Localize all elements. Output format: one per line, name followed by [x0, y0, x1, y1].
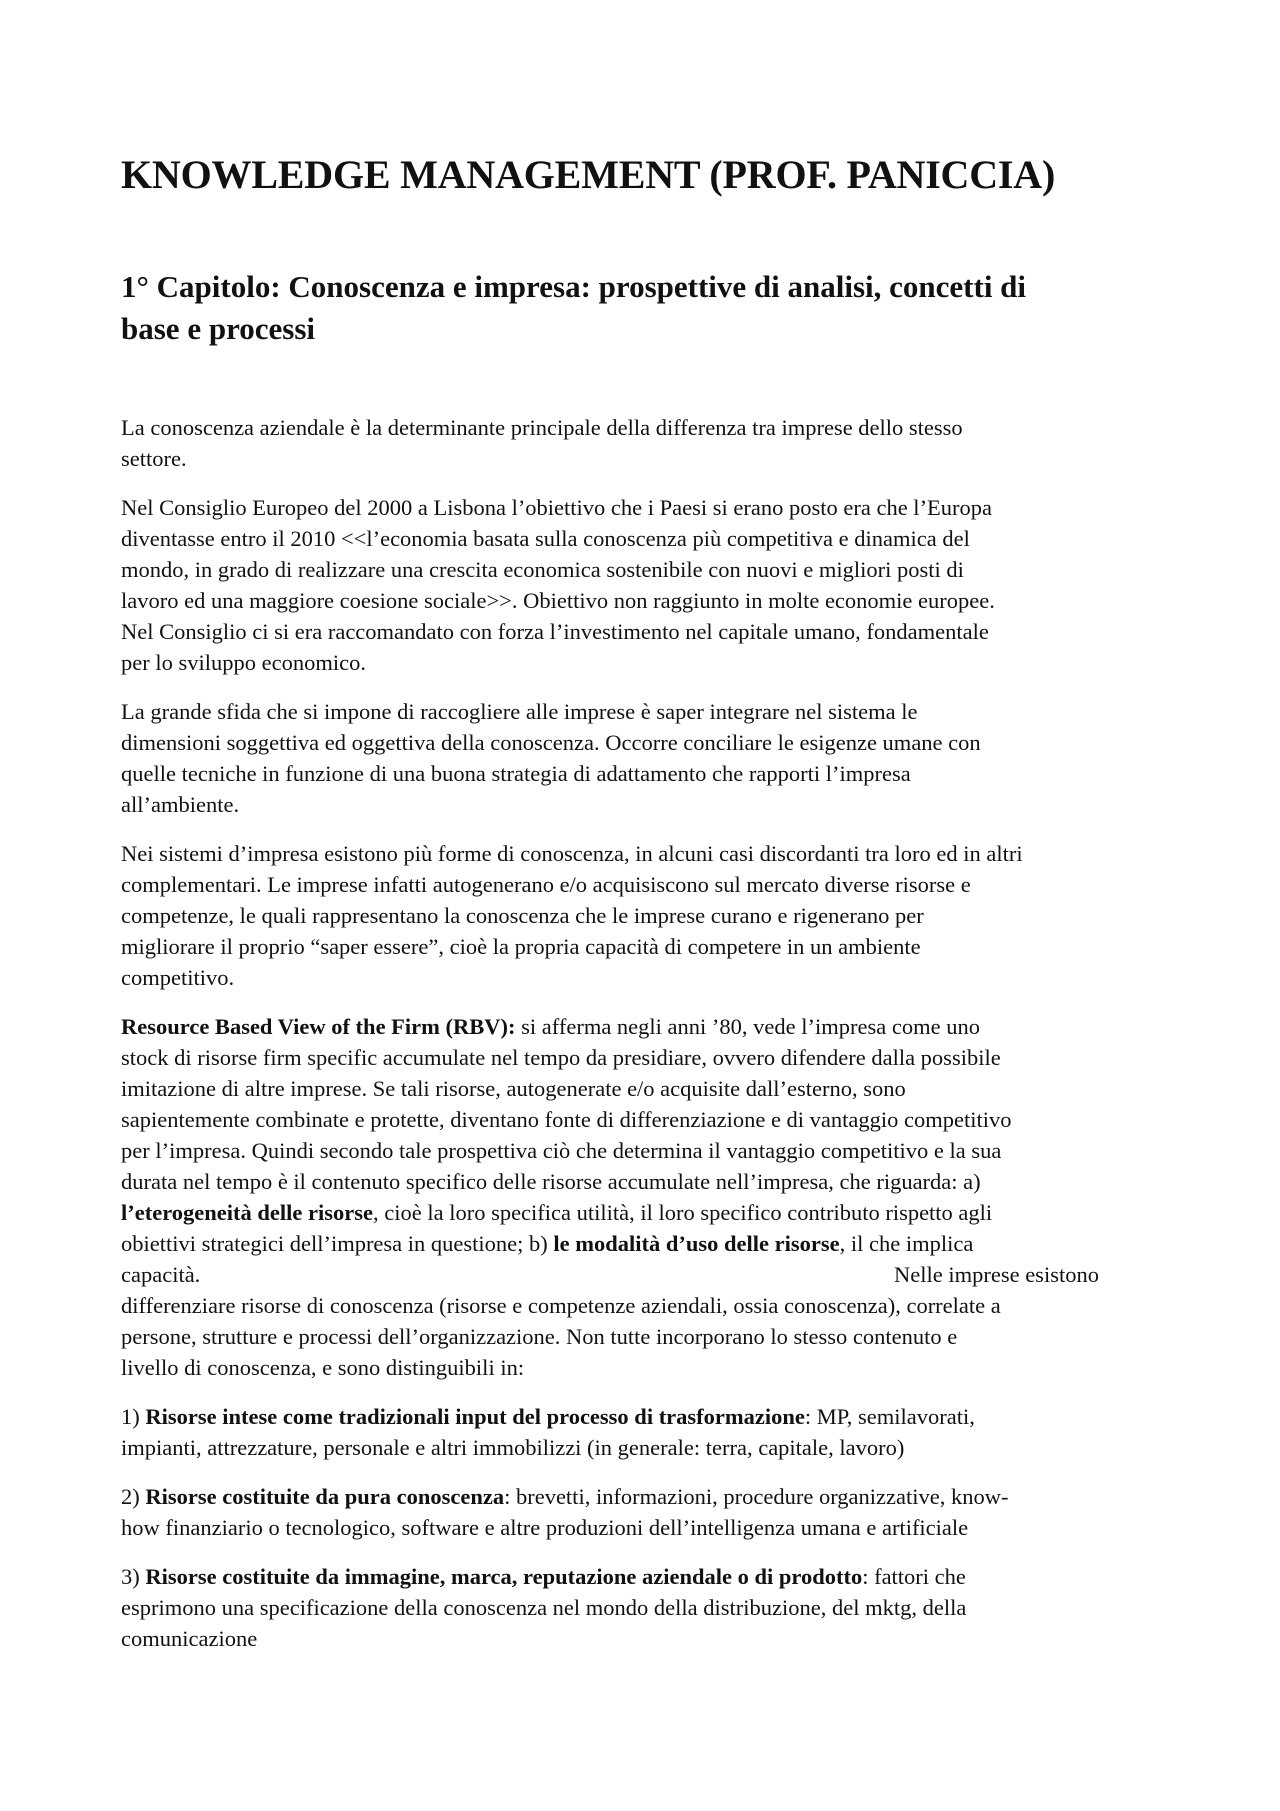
- text-segment: , cioè la loro specifica utilità, il loro specifico contributo rispetto agli: [372, 1200, 993, 1225]
- text-segment: La conoscenza aziendale è la determinante principale della differenza tra imprese dello stesso: [121, 415, 963, 440]
- chapter-heading-line: base e processi: [121, 311, 316, 346]
- bold-text: l’eterogeneità delle risorse: [121, 1200, 373, 1225]
- text-line: [121, 1321, 1181, 1352]
- text-line: [121, 1592, 1181, 1623]
- text-segment: competitivo.: [121, 965, 235, 990]
- text-line: [121, 1561, 1181, 1592]
- text-segment: Nel Consiglio Europeo del 2000 a Lisbona l’obiettivo che i Paesi si erano posto era che l’Europa: [121, 495, 993, 520]
- paragraph: [121, 696, 1181, 820]
- text-segment: livello di conoscenza, e sono distinguibili in:: [121, 1355, 525, 1380]
- text-line: [121, 838, 1181, 869]
- text-segment: settore.: [121, 446, 187, 471]
- text-line: [121, 1135, 1181, 1166]
- text-line: [121, 443, 1181, 474]
- text-line: [121, 647, 1181, 678]
- text-segment: dimensioni soggettiva ed oggettiva della conoscenza. Occorre conciliare le esigenze umane con: [121, 730, 981, 755]
- text-line: [121, 758, 1181, 789]
- bold-text: Resource Based View of the Firm (RBV):: [121, 1014, 516, 1039]
- text-segment: persone, strutture e processi dell’organizzazione. Non tutte incorporano lo stesso contenuto e: [121, 1324, 958, 1349]
- text-line: [121, 1011, 1181, 1042]
- text-line: [121, 900, 1181, 931]
- text-line: [121, 1104, 1181, 1135]
- text-segment: competenze, le quali rappresentano la conoscenza che le imprese curano e rigenerano per: [121, 903, 924, 928]
- text-segment: how finanziario o tecnologico, software e altre produzioni dell’intelligenza umana e artificiale: [121, 1515, 969, 1540]
- document-title: KNOWLEDGE MANAGEMENT (PROF. PANICCIA): [121, 152, 1056, 197]
- text-segment: all’ambiente.: [121, 792, 240, 817]
- text-line: [121, 523, 1181, 554]
- text-segment: per lo sviluppo economico.: [121, 650, 366, 675]
- paragraph: [121, 492, 1181, 678]
- text-segment: per l’impresa. Quindi secondo tale prospettiva ciò che determina il vantaggio competitivo e la sua: [121, 1138, 1002, 1163]
- text-line: [121, 696, 1181, 727]
- text-segment: obiettivi strategici dell’impresa in questione; b): [121, 1231, 554, 1256]
- text-line: [121, 1228, 1181, 1259]
- text-segment: : fattori che: [862, 1564, 966, 1589]
- text-segment: sapientemente combinate e protette, diventano fonte di differenziazione e di vantaggio competitivo: [121, 1107, 1012, 1132]
- paragraph: [121, 1011, 1181, 1383]
- text-segment: differenziare risorse di conoscenza (risorse e competenze aziendali, ossia conoscenza), correlate a: [121, 1293, 1001, 1318]
- text-segment: 3): [121, 1564, 146, 1589]
- text-line: [121, 1512, 1181, 1543]
- text-line: [121, 1432, 1181, 1463]
- text-line: [121, 554, 1181, 585]
- text-segment: lavoro ed una maggiore coesione sociale>>. Obiettivo non raggiunto in molte economie europee.: [121, 588, 995, 613]
- chapter-heading-line: 1° Capitolo: Conoscenza e impresa: prospettive di analisi, concetti di: [121, 269, 1027, 304]
- text-segment: comunicazione: [121, 1626, 258, 1651]
- text-segment: : brevetti, informazioni, procedure organizzative, know-: [504, 1484, 1009, 1509]
- document-page: [121, 152, 1181, 1672]
- document-body: [121, 412, 1181, 1654]
- text-line: [121, 1042, 1181, 1073]
- bold-text: Risorse costituite da immagine, marca, reputazione aziendale o di prodotto: [145, 1564, 863, 1589]
- text-segment: Nelle imprese esistono: [894, 1262, 1099, 1287]
- text-line: [121, 869, 1181, 900]
- text-segment: Nel Consiglio ci si era raccomandato con forza l’investimento nel capitale umano, fondamentale: [121, 619, 989, 644]
- text-segment: : MP, semilavorati,: [804, 1404, 975, 1429]
- text-segment: Nei sistemi d’impresa esistono più forme di conoscenza, in alcuni casi discordanti tra loro ed in altri: [121, 841, 1023, 866]
- text-segment: mondo, in grado di realizzare una crescita economica sostenibile con nuovi e migliori posti di: [121, 557, 964, 582]
- paragraph: [121, 838, 1181, 993]
- text-segment: impianti, attrezzature, personale e altri immobilizzi (in generale: terra, capitale, lavoro): [121, 1435, 905, 1460]
- text-line: [121, 962, 1181, 993]
- text-segment: 1): [121, 1404, 146, 1429]
- text-segment: si afferma negli anni ’80, vede l’impresa come uno: [515, 1014, 980, 1039]
- text-segment: complementari. Le imprese infatti autogenerano e/o acquisiscono sul mercato diverse risorse e: [121, 872, 971, 897]
- text-segment: durata nel tempo è il contenuto specifico delle risorse accumulate nell’impresa, che riguarda: a): [121, 1169, 981, 1194]
- text-line: [121, 1623, 1181, 1654]
- text-line: [121, 1197, 1181, 1228]
- text-segment: 2): [121, 1484, 146, 1509]
- paragraph: [121, 1481, 1181, 1543]
- text-line: [121, 1073, 1181, 1104]
- text-line: [121, 412, 1181, 443]
- bold-text: Risorse intese come tradizionali input del processo di trasformazione: [145, 1404, 805, 1429]
- text-segment: imitazione di altre imprese. Se tali risorse, autogenerate e/o acquisite dall’esterno, sono: [121, 1076, 906, 1101]
- text-segment: diventasse entro il 2010 <<l’economia basata sulla conoscenza più competitiva e dinamica del: [121, 526, 970, 551]
- text-segment: stock di risorse firm specific accumulate nel tempo da presidiare, ovvero difendere dalla possibile: [121, 1045, 1001, 1070]
- paragraph: [121, 412, 1181, 474]
- text-line: [121, 789, 1181, 820]
- text-segment: La grande sfida che si impone di raccogliere alle imprese è saper integrare nel sistema le: [121, 699, 918, 724]
- text-line: [121, 1259, 1181, 1290]
- text-line: [121, 1401, 1181, 1432]
- text-segment: , il che implica: [839, 1231, 974, 1256]
- bold-text: Risorse costituite da pura conoscenza: [145, 1484, 505, 1509]
- paragraph: [121, 1561, 1181, 1654]
- text-segment: quelle tecniche in funzione di una buona strategia di adattamento che rapporti l’impresa: [121, 761, 911, 786]
- text-line: [121, 727, 1181, 758]
- text-line: [121, 585, 1181, 616]
- paragraph: [121, 1401, 1181, 1463]
- text-segment: migliorare il proprio “saper essere”, cioè la propria capacità di competere in un ambiente: [121, 934, 921, 959]
- text-line: [121, 1352, 1181, 1383]
- text-line: [121, 1290, 1181, 1321]
- text-line: [121, 492, 1181, 523]
- text-segment: esprimono una specificazione della conoscenza nel mondo della distribuzione, del mktg, della: [121, 1595, 967, 1620]
- text-line: [121, 1481, 1181, 1512]
- bold-text: le modalità d’uso delle risorse: [553, 1231, 840, 1256]
- chapter-heading: [121, 266, 1181, 350]
- text-line: [121, 616, 1181, 647]
- text-segment: capacità.: [121, 1262, 201, 1287]
- text-line: [121, 1166, 1181, 1197]
- text-line: [121, 931, 1181, 962]
